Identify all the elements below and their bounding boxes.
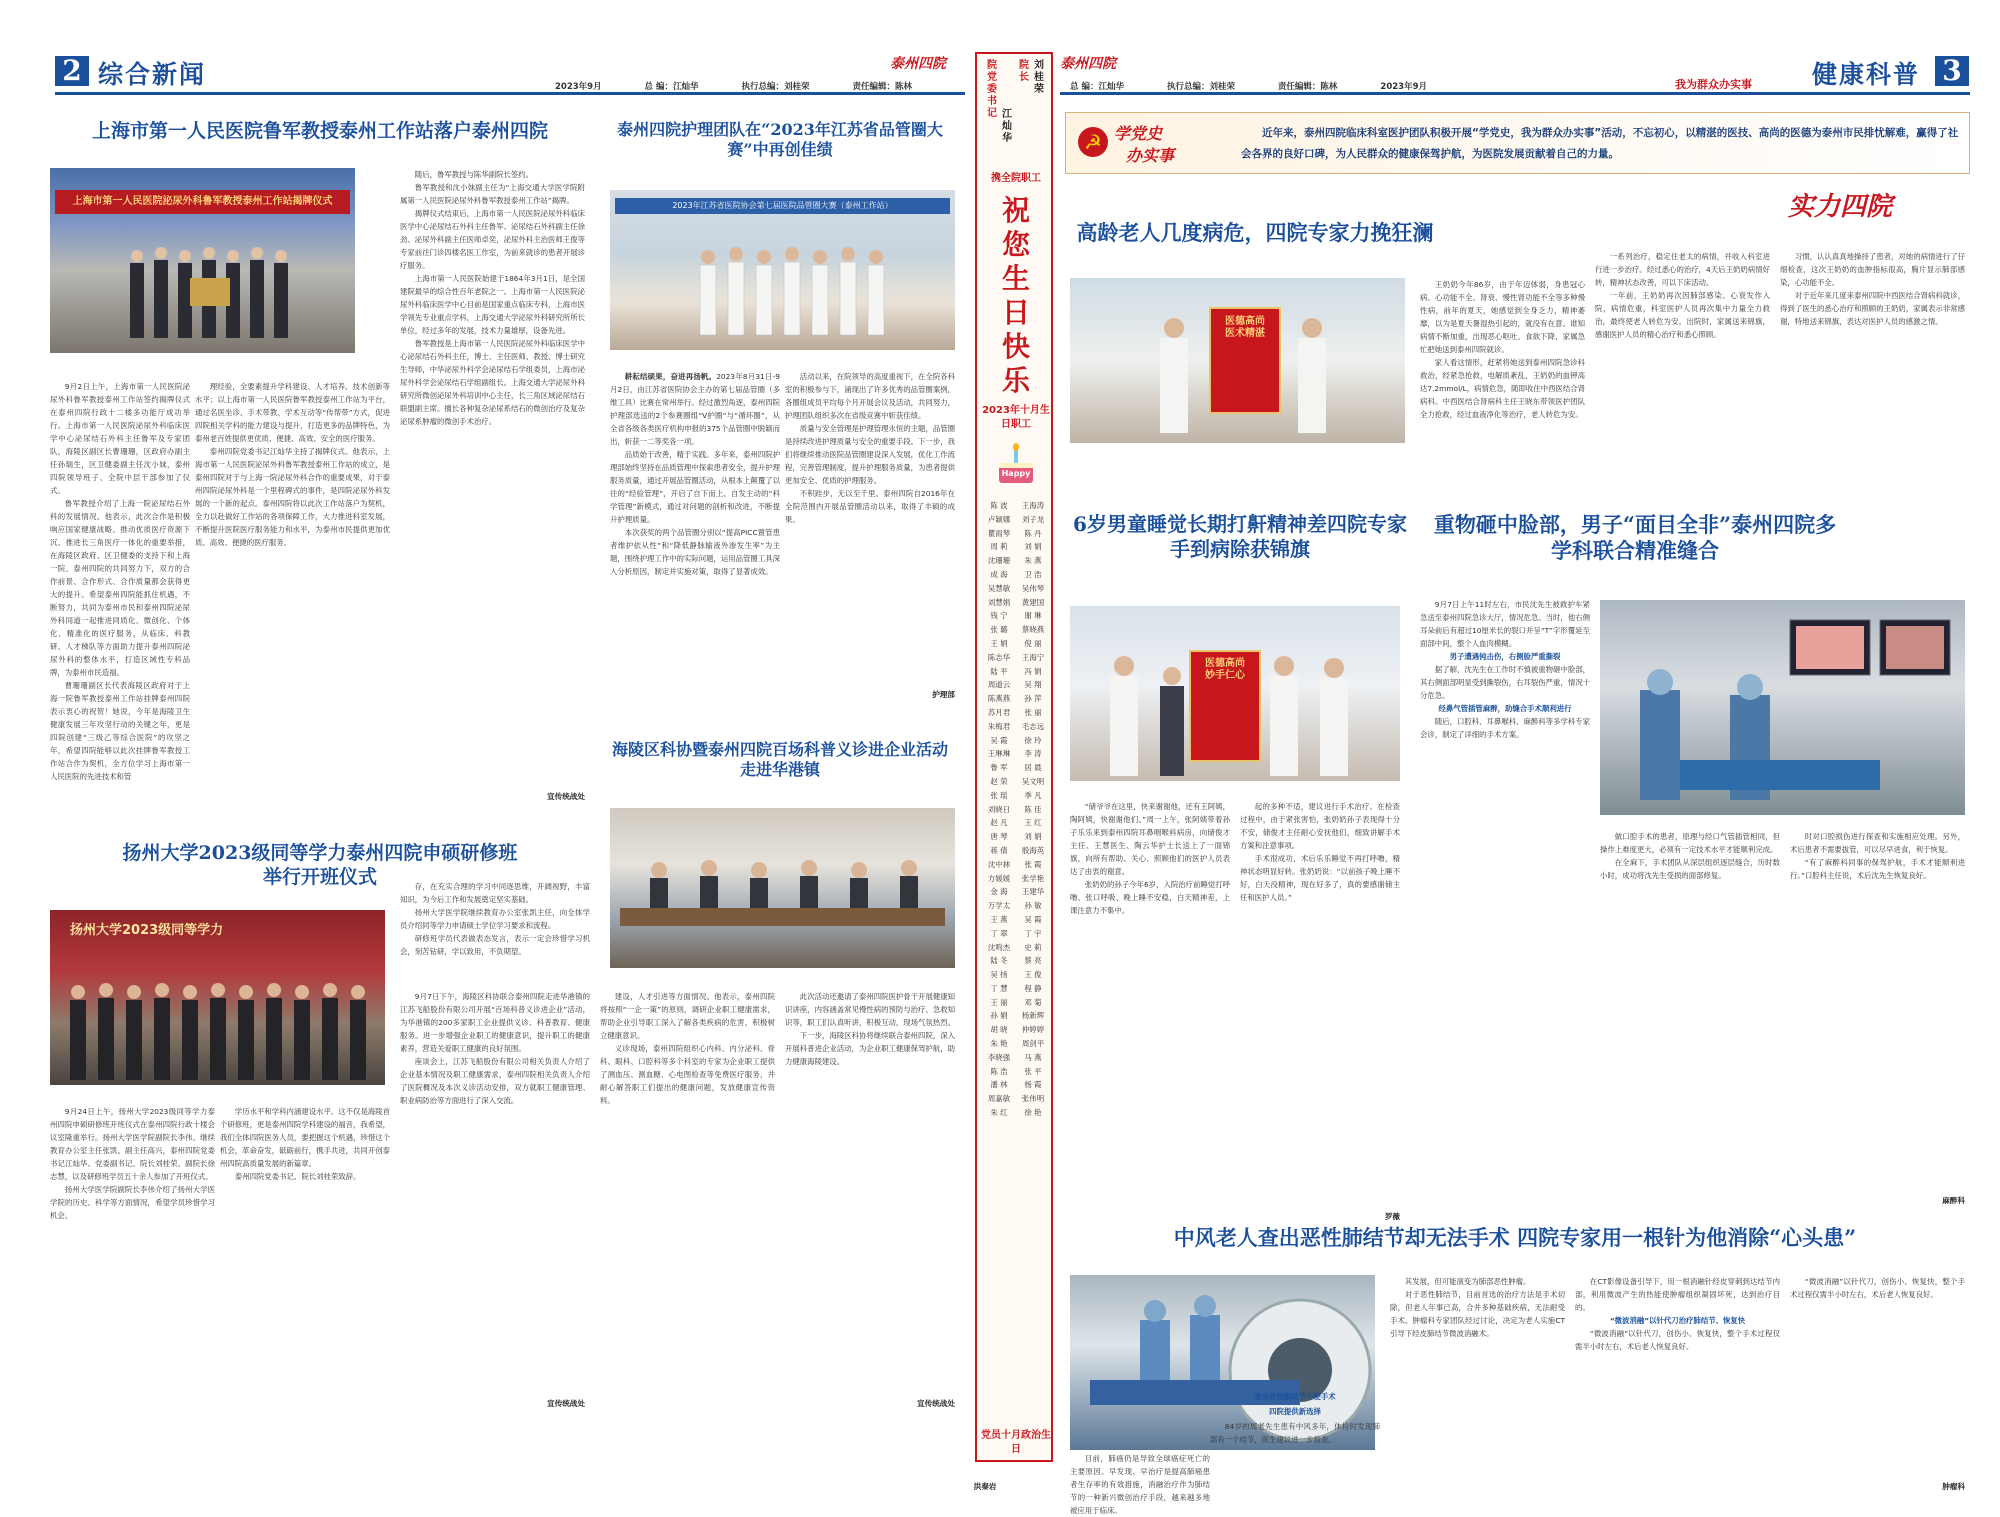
staff-name: 胡 晓 (990, 1025, 1008, 1035)
article-stroke-col4: “微波消融”以针代刀，创伤小、恢复快，整个手术过程仅需半小时左右，术后老人恢复良好。 (1790, 1277, 1965, 1299)
photo-science-clinic (610, 808, 955, 968)
leader-name-2: 江灿华 (1002, 109, 1012, 144)
stroke-subhead-1: “微波消融”以针代刀治疗肺结节、恢复快 (1609, 1316, 1746, 1325)
staff-name: 蒋 倩 (990, 845, 1008, 855)
header-rule-right (1060, 92, 1970, 95)
staff-name: 仲婷婷 (1021, 1025, 1045, 1035)
staff-list-a (983, 499, 1015, 1120)
staff-name: 沈珊珊 (987, 556, 1011, 566)
page-number-right: 3 (1935, 56, 1969, 86)
staff-name: 周嘉敏 (987, 1094, 1011, 1104)
staff-name: 潘 林 (990, 1080, 1008, 1090)
staff-name: 张 丽 (1024, 707, 1042, 717)
staff-name: 王 丽 (990, 997, 1008, 1007)
chief-editor: 总 编：江灿华 (644, 82, 699, 92)
article-elderly-col2: 一系列治疗，稳定住老太的病情，并收入科室进行进一步治疗。经过悉心的治疗，4天后王奶奶病情好转，精神状态改善，可以下床活动。 一年前，王奶奶再次因肺部感染、心衰发作入院，病情危重，科室医护人员再次集中力量全力救治，最终使老人转危为安。出院时，家属送来锦旗，感谢医护人员的精心治疗和悉心照顾。 (1595, 252, 1770, 339)
staff-name: 王 燕 (990, 914, 1008, 924)
sign-face: 麻醉科 (1942, 1196, 1965, 1205)
staff-name: 沈中林 (987, 859, 1011, 869)
photo-banner-nursing: 2023年江苏省医院协会第七届医院品管圈大赛（泰州工作站） (615, 198, 950, 214)
birthday-strip (975, 52, 1053, 1462)
column-banner-strength: 实力四院 (1787, 192, 1892, 222)
banner-label-2: 办实事 (1126, 146, 1175, 165)
staff-name: 陈燕燕 (987, 694, 1011, 704)
article-face-col1: 9月7日上午11时左右，市民沈先生被救护车紧急送至泰州四院急诊大厅，情况危急。当时，他右侧耳朵前后有超过10厘米长的裂口并呈“T”字形覆延至面部中间，整个人血肉模糊。 男子遭遇钝击伤，右侧脸严重撕裂 据了解，沈先生在工作时不慎被重物砸中脸部，其右侧面部明显受到撕裂伤，右耳裂伤严重，情况十分危急。 经鼻气管插管麻醉，助缝合手术顺利进行 随后，口腔科、耳鼻喉科、麻醉科等多学科专家会诊，制定了详细的手术方案。 (1420, 600, 1591, 739)
staff-name: 吴 翔 (1024, 680, 1042, 690)
staff-name: 张学艳 (1021, 873, 1045, 883)
face-subhead-2: 经鼻气管插管麻醉，助缝合手术顺利进行 (1438, 704, 1572, 713)
article-face-col3: 时对口腔损伤进行探查和实施相应处理。另外，术后患者不需要拔管，可以尽早进食，利于恢复。 “有了麻醉科同事的保驾护航，手术才能顺利进行。”口腔科主任说，术后沈先生恢复良好。 (1790, 832, 1965, 880)
flag-text-elderly: 医德高尚 医术精湛 (1225, 316, 1265, 339)
issue-date-r: 2023年9月 (1380, 82, 1427, 92)
exec-editor-r: 执行总编：刘桂荣 (1166, 82, 1235, 92)
article-title-face: 重物砸中脸部，男子“面目全非”泰州四院多学科联合精准缝合 (1433, 512, 1837, 564)
staff-name: 成 海 (990, 569, 1008, 579)
staff-name: 万学太 (987, 901, 1011, 911)
article-stroke-col2: 其发展，但可能演变为肺部恶性肿瘤。 对于恶性肺结节，目前首选的治疗方法是手术切除，但老人年事已高，合并多种基础疾病，无法耐受手术。肿瘤科专家团队经过讨论，决定为老人实施CT引导下经皮肺结节微波消融术。 (1390, 1277, 1565, 1338)
staff-name: 张 平 (1024, 1066, 1042, 1076)
article-haileng-col2: 建设，人才引进等方面情况。他表示，泰州四院将按照“一企一策”的原则，调研企业职工健康需求，帮助企业引导职工深入了解各类疾病的危害，积极树立健康意识。 义诊现场，泰州四院组织心内科、内分泌科、骨科、眼科、口腔科等多个科室的专家为企业职工提供了测血压、测血糖、心电图检查等免费医疗服务，并耐心解答职工们提出的健康问题，发放健康宣传资料。 (600, 992, 775, 1105)
photo-ceremony-shanghai (50, 168, 355, 353)
article-boy-col1: “储爷爷在这里，快来谢谢他，还有王阿姨，陶阿姨，快谢谢他们。”周一上午，张阿姨带着孙子乐乐来到泰州四院耳鼻咽喉科病房，向储俊才主任、王慧医生、陶云华护士长送上了一面锦旗，向所有帮助、关心、照顾他们的医护人员表达了由衷的谢意。 张奶奶的孙子今年6岁，入院治疗前睡觉打呼噜、张口呼吸、晚上睡不安稳，白天精神差，上课注意力不集中。 (1070, 802, 1230, 915)
staff-name: 毛志远 (1021, 721, 1045, 731)
staff-name: 王 红 (1024, 818, 1042, 828)
staff-name: 李 涛 (1024, 749, 1042, 759)
article-stroke-col1: 目前，肺癌仍是导致全球癌症死亡的主要原因。早发现、早治疗是提高肺癌患者生存率的有效措施，消融治疗作为肺结节的一种新兴微创治疗手段，越来越多地被应用于临床。 (1070, 1454, 1210, 1515)
masthead-meta-left (555, 80, 952, 92)
birthday-wish: 祝您生日快乐 (1001, 194, 1030, 397)
sign-stroke-2: 洪秦岩 (973, 1482, 997, 1491)
staff-name: 孙 敏 (1024, 901, 1042, 911)
staff-name: 谢 琳 (1024, 611, 1042, 621)
staff-list-b (1017, 499, 1049, 1120)
staff-name: 陈 浩 (990, 1066, 1008, 1076)
staff-name: 徐 艳 (1024, 1108, 1042, 1118)
staff-name: 刘 娟 (1024, 832, 1042, 842)
staff-name: 吴慧敏 (987, 583, 1011, 593)
staff-name: 王 娟 (990, 638, 1008, 648)
article-stroke-col1b: 查出恶性肺结节不便手术 四院提供新选择 84岁的周老先生患有中风多年，体检时发现肺部有一个结节，医生建议进一步检查。 (1210, 1392, 1380, 1444)
staff-name: 卢颖娜 (987, 514, 1011, 524)
staff-name: 张 霞 (1024, 859, 1042, 869)
article-elderly-col1: 王奶奶今年86岁，由于年迈体弱，身患冠心病、心功能不全、肾衰、慢性肾功能不全等多种慢性病，前年的夏天，她感觉到全身乏力，精神萎靡，以为是夏天暑湿热引起的，就没有在意。谁知病情不断加重，出现恶心呕吐、食欲下降，家属急忙把她送到泰州四院就诊。 家人看这情形，赶紧将她送到泰州四院急诊科救治，经紧急抢救，电解质紊乱，王奶奶的血钾高达7.2mmol/L，病情危急，随即收住中西医结合肾病科。中西医结合肾病科主任王晓东带领医护团队全力抢救，经过血液净化等治疗，老人转危为安。 (1420, 280, 1585, 419)
staff-name: 沈鸣杰 (987, 942, 1011, 952)
sign-haileng: 宣传统战处 (917, 1399, 955, 1408)
staff-name: 王海宁 (1021, 652, 1045, 662)
article-shanghai-col2: 理经验，全要素提升学科建设、人才培养、技术创新等水平；以上海市第一人民医院鲁军教授泰州工作站为平台，通过名医坐诊、手术带教、学术互动等“传帮带”方式，促进四院相关学科的能力建设与提升，打造更多的品牌特色，为泰州老百姓提供更优质、便捷、高效、安全的医疗服务。 泰州四院党委书记江灿华主持了揭牌仪式。他表示，上海市第一人民医院泌尿外科鲁军教授泰州工作站的成立，是泰州四院对于与上海一院泌尿外科合作的重要成果，对于泰州四院泌尿外科是一个里程碑式的事件，是四院泌尿外科发展的一个新的起点。泰州四院将以此次工作站落户为契机，全力以赴做好工作站的各项保障工作，大力推进科室发展，不断提升医院医疗服务能力和水平，为泰州市民提供更加优质、高效、便捷的医疗服务。 (195, 382, 390, 547)
photo-banner-yangzhou: 扬州大学2023级同等学力 (70, 923, 224, 938)
staff-name: 陆 冬 (990, 956, 1008, 966)
photo-or-equipment (1600, 600, 1965, 815)
chief-editor-r: 总 编：江灿华 (1070, 82, 1124, 92)
photo-banner-text: 上海市第一人民医院泌尿外科鲁军教授泰州工作站揭牌仪式 (55, 190, 350, 214)
party-birthday-footer: 党员十月政治生日 (981, 1430, 1051, 1455)
staff-name: 王 俊 (1024, 970, 1042, 980)
staff-name: 蔡晓燕 (1021, 625, 1045, 635)
staff-name: 朱 艳 (990, 1039, 1008, 1049)
page-number-left: 2 (55, 56, 89, 86)
photo-family-silhouettes (1070, 606, 1400, 781)
staff-name: 赵 荣 (990, 776, 1008, 786)
staff-name: 丁 宇 (1024, 928, 1042, 938)
article-yangzhou-col1: 9月24日上午，扬州大学2023级同等学力泰州四院申硕研修班开班仪式在泰州四院行政十楼会议室隆重举行。扬州大学医学院副院长李伟、继续教育办公室主任张凯、副主任高兴，泰州四院党委书记江灿华、党委副书记、院长刘桂荣、副院长徐志慧，以及研修班学员五十余人参加了开班仪式。 扬州大学医学院副院长李伟介绍了扬州大学医学院的历史、科学等方面情况，希望学员珍惜学习机会。 (50, 1107, 215, 1220)
leader-title-1: 院 长 (1019, 60, 1029, 83)
lead-nursing: 耕耘结硕果，奋进再扬帆。 (624, 372, 717, 381)
brand-logo-left: 泰州四院 (890, 56, 946, 72)
staff-name: 程 静 (1024, 983, 1042, 993)
staff-name: 吴文明 (1021, 776, 1045, 786)
article-face-col2: 做口腔手术的患者，原理与经口气管插管相同，但操作上难度更大，必须有一定技术水平才能顺利完成。 在全麻下，手术团队从深层组织逐层缝合，历时数小时，成功将沈先生受损的面部修复。 (1600, 832, 1780, 880)
staff-name: 杨 霞 (1024, 1080, 1042, 1090)
article-haileng-col3: 此次活动还邀请了泰州四院医护骨干开展健康知识讲座，内容涵盖常见慢性病的预防与治疗、急救知识等，职工们认真听讲，积极互动，现场气氛热烈。 下一步，海陵区科协将继续联合泰州四院，深入开展科普进企业活动，为企业职工健康保驾护航，助力健康海陵建设。 (785, 992, 956, 1066)
article-elderly-col3: 习惯，认认真真地操持了患者，对她的病情进行了仔细检查，这次王奶奶的血肿指标很高，胸片显示肺部感染，心功能不全。 对于近年来几度来泰州四院中西医结合肾病科就诊，得到了医生的悉心治疗和照顾的王奶奶，家属表示非常感谢，特地送来锦旗，表达对医护人员的感激之情。 (1780, 252, 1965, 326)
photo-doctors-flag (1070, 278, 1405, 443)
staff-name: 赵 凡 (990, 818, 1008, 828)
article-yangzhou-col3: 存，在充实合理的学习中同逐思维，开阔视野，丰富知识，为今后工作和发展奠定坚实基础。 扬州大学医学院继续教育办公室张凯主任，向全体学员介绍同等学力申请硕士学位学习要求和流程。 研修班学员代表做表态发言，表示一定会珍惜学习机会，刻苦钻研，学以致用，不负期望。 (400, 882, 590, 956)
staff-name: 周道云 (987, 680, 1011, 690)
sign-boy: 罗薇 (1384, 1212, 1400, 1221)
staff-name: 吴 霞 (1024, 914, 1042, 924)
staff-name: 卫 浩 (1024, 569, 1042, 579)
staff-name: 苏月君 (987, 707, 1011, 717)
leader-title-2: 院党委书记 (987, 60, 997, 119)
article-stroke-col3: 在CT影像设备引导下，用一根消融针经皮穿刺到达结节内部，利用微波产生的热能使肿瘤组织凝固坏死，达到治疗目的。 “微波消融”以针代刀治疗肺结节、恢复快 “微波消融”以针代刀，创伤小、恢复快，整个手术过程仅需半小时左右，术后老人恢复良好。 (1575, 1277, 1780, 1351)
staff-name: 蔡 亮 (1024, 956, 1042, 966)
staff-name: 丁 慧 (990, 983, 1008, 993)
article-nursing-col1: 耕耘结硕果，奋进再扬帆。2023年8月31日-9月2日，由江苏省医院协会主办的第七届品管圈（多维工具）比赛在常州举行。经过激烈角逐，泰州四院护理部选送的2个参赛圈组“V护圈”与“循环圈”，从全省各级各类医疗机构申报的375个品管圈中脱颖而出，斩获一二等奖各一项。 品质始于改善，精于实践。多年来，泰州四院护理部始终坚持在品质管理中探索患者安全，提升护理服务质量，通过开展品管圈活动，从根本上颠覆了以往的“经验管理”，开启了自下而上、自发主动的“科学管理”新模式，通过对问题的剖析和改进，不断提升护理质量。 本次获奖的两个品管圈分别以“提高PICC置管患者维护依从性”和“降低静脉输液外渗发生率”为主题，围绕护理工作中的实际问题，运用品管圈工具深入分析原因，制定并实施对策，取得了显著成效。 (610, 372, 781, 576)
photo-boy-flag (1070, 606, 1400, 781)
article-haileng-col1: 9月7日下午，海陵区科协联合泰州四院走进华港镇的江苏飞船股份有限公司开展“百场科普义诊进企业”活动，为华港镇的200多家职工企业提供义诊、科普教育、健康服务。进一步增强企业职工的健康意识，提升职工的健康素养，营造关爱职工健康的良好氛围。 座谈会上，江苏飞船股份有限公司相关负责人介绍了企业基本情况及职工健康需求，泰州四院相关负责人介绍了医院概况及本次义诊活动安排，双方就职工健康管理、职业病防治等方面进行了深入交流。 (400, 992, 590, 1105)
staff-name: 孙 萍 (1024, 694, 1042, 704)
masthead-meta-right (1070, 80, 1467, 92)
resp-editor: 责任编辑：陈林 (852, 82, 912, 92)
staff-name: 刘 娟 (1024, 542, 1042, 552)
leader-line-3: 携全院职工 (991, 173, 1041, 184)
staff-name: 瞿雨琴 (987, 528, 1011, 538)
party-emblem-icon: ☭ (1078, 127, 1108, 157)
staff-name: 张 瑶 (990, 790, 1008, 800)
article-title-yangzhou: 扬州大学2023级同等学力泰州四院申硕研修班举行开班仪式 (122, 842, 518, 888)
article-boy-col2: 起的多种不适，建议进行手术治疗。在检查过程中，由于紧张害怕，张奶奶孙子表现得十分不安，储俊才主任耐心安抚他们，细致讲解手术方案和注意事项。 手术很成功，术后乐乐睡觉不再打呼噜，精神状态明显好转。张奶奶说：“以前孩子晚上睡不好，白天没精神，现在好多了，真的要感谢储主任和医护人员。” (1240, 802, 1400, 902)
birthday-cake-icon (991, 439, 1041, 489)
article-title-boy: 6岁男童睡觉长期打鼾精神差四院专家手到病除获锦旗 (1073, 512, 1407, 561)
staff-name: 邓 菊 (1024, 997, 1042, 1007)
staff-name: 周 莉 (990, 542, 1008, 552)
staff-name: 黄建国 (1021, 597, 1045, 607)
exec-editor: 执行总编：刘桂荣 (741, 82, 810, 92)
staff-name: 殷海英 (1021, 845, 1045, 855)
sign-stroke: 肿瘤科 (1942, 1482, 1965, 1491)
sign-shanghai: 宣传统战处 (547, 792, 585, 801)
staff-name: 吴 霞 (990, 735, 1008, 745)
face-subhead-1: 男子遭遇钝击伤，右侧脸严重撕裂 (1449, 652, 1561, 661)
staff-name: 陈 丹 (1024, 528, 1042, 538)
article-shanghai-col1: 9月2日上午，上海市第一人民医院泌尿外科鲁军教授泰州工作站签约揭牌仪式在泰州四院行政十二楼多功能厅成功举行。上海市第一人民医院泌尿外科临床医学中心泌尿结石外科主任鲁军及专家团队，海陵区副区长曹珊珊，区政府办副主任孙瑞生，区卫健委副主任沈小妹，泰州四院领导班子、全院中层干部参加了仪式。 鲁军教授介绍了上海一院泌尿结石外科的发展情况。他表示，此次合作是积极响应国家健康战略、推动优质医疗资源下沉、推进长三角医疗一体化的重要举措，在海陵区政府、区卫健委的支持下和上海一院、泰州四院的共同努力下，双方的合作前景、合作形式、合作质量都会获得更大的提升。希望泰州四院能抓住机遇，不断努力，共同为泰州市民和泰州四院泌尿外科同道一起推进同质化、微创化、个体化、精准化的医疗服务，从临床、科教研、人才梯队等方面助力提升泰州四院泌尿外科的整体水平，打造区域性专科品牌，为泰州市民造福。 曹珊珊副区长代表海陵区政府对于上海一院鲁军教授泰州工作站挂牌泰州四院表示衷心的祝贺！她说，今年是海陵卫生健康发展三年攻坚行动的关键之年，更是四院创建“三级乙等综合医院”的攻坚之年，希望四院能够以此次挂牌鲁军教授工作站合作为契机，全方位学习上海市第一人民医院的先进技术和管 (50, 382, 190, 781)
staff-name: 刘慧娟 (987, 597, 1011, 607)
photo-people-silhouettes (50, 168, 355, 353)
header-rule-left (55, 92, 965, 95)
section-title-left: 综合新闻 (98, 60, 207, 89)
staff-name: 季 凡 (1024, 790, 1042, 800)
staff-name: 史 莉 (1024, 942, 1042, 952)
staff-name: 孙 娟 (990, 1011, 1008, 1021)
staff-name: 陈志华 (987, 652, 1011, 662)
sign-yangzhou: 宣传统战处 (547, 1399, 585, 1408)
photo-group-silhouettes (50, 910, 385, 1085)
staff-name: 冯 娟 (1024, 666, 1042, 676)
sign-nursing: 护理部 (932, 690, 955, 699)
photo-nursing-team (610, 190, 955, 350)
stroke-caption-2: 四院提供新选择 (1269, 1407, 1321, 1416)
resp-editor-r: 责任编辑：陈林 (1277, 82, 1338, 92)
slogan-right: 我为群众办实事 (1675, 78, 1752, 91)
staff-name: 杨新辉 (1021, 1011, 1045, 1021)
photo-meeting-silhouettes (610, 808, 955, 968)
staff-name: 王建华 (1021, 887, 1045, 897)
staff-name: 王琳琳 (987, 749, 1011, 759)
staff-name: 吴伟琴 (1021, 583, 1045, 593)
photo-yangzhou-class (50, 910, 385, 1085)
staff-name: 朱 燕 (1024, 556, 1042, 566)
brand-logo-right: 泰州四院 (1060, 56, 1116, 72)
photo-nurses-silhouettes (610, 190, 955, 350)
staff-name: 丁 翠 (990, 928, 1008, 938)
staff-name: 刘子龙 (1021, 514, 1045, 524)
article-title-elderly: 高龄老人几度病危，四院专家力挽狂澜 (1076, 220, 1434, 245)
staff-name: 居 晨 (1024, 763, 1042, 773)
birthday-badge-text: Happy (1001, 469, 1031, 478)
article-shanghai-col3: 随后，鲁军教授与陈华副院长签约。 鲁军教授和沈小妹副主任为“上海交通大学医学院附属第一人民医院泌尿外科鲁军教授泰州工作站”揭牌。 揭牌仪式结束后，上海市第一人民医院泌尿外科临床医学中心泌尿结石外科主任鲁军、泌尿结石外科副主任徐劲、泌尿外科副主任医师卓奕，泌尿外科主治医师王俊等专家前往门诊四楼名医工作室，为前来就诊的患者开展诊疗服务。 上海市第一人民医院始建于1864年3月1日，是全国建院最早的综合性百年老院之一。上海市第一人民医院泌尿外科临床医学中心目前是国家重点临床专科，上海市医学领先专业重点学科，上海交通大学泌尿外科研究所所长单位，经过多年的发展，技术力量雄厚，设备先进。 鲁军教授是上海市第一人民医院泌尿外科临床医学中心泌尿结石外科主任，博士、主任医师、教授、博士研究生导师，中华泌尿外科学会泌尿结石学组委员，上海市泌尿外科学会泌尿结石学组副组长。上海交通大学泌尿外科研究所微创泌尿外科培训中心主任，长三角区域泌尿结石联盟副主席。擅长各种复杂泌尿系结石的微创治疗及复杂泌尿系肿瘤的微创手术治疗。 (400, 170, 585, 426)
staff-name: 陈 波 (990, 501, 1008, 510)
article-title-stroke: 中风老人查出恶性肺结节却无法手术 四院专家用一根针为他消除“心头患” (1173, 1225, 1857, 1250)
staff-name: 马 燕 (1024, 1052, 1042, 1062)
staff-name: 徐 玲 (1024, 735, 1042, 745)
article-title-haileng: 海陵区科协暨泰州四院百场科普义诊进企业活动走进华港镇 (611, 740, 948, 779)
stroke-caption-1: 查出恶性肺结节不便手术 (1254, 1392, 1336, 1401)
staff-name: 张伟明 (1021, 1094, 1045, 1104)
photo-surgery (1600, 600, 1965, 815)
staff-name: 李晓强 (987, 1052, 1011, 1062)
article-title-shanghai: 上海市第一人民医院鲁军教授泰州工作站落户泰州四院 (91, 120, 548, 142)
flag-text-boy: 医德高尚 妙手仁心 (1205, 658, 1245, 681)
photo-elderly-banner (1070, 278, 1405, 443)
staff-name: 朱梅君 (987, 721, 1011, 731)
party-banner (1065, 112, 1970, 174)
staff-name: 鲁 军 (990, 763, 1008, 773)
staff-name: 陈 佳 (1024, 804, 1042, 814)
staff-name: 王海涛 (1021, 501, 1045, 510)
staff-name: 周剑平 (1021, 1039, 1045, 1049)
banner-label-1: 学党史 (1114, 124, 1163, 143)
birthday-subtitle: 2023年十月生日职工 (982, 405, 1050, 430)
staff-name: 朱 红 (990, 1108, 1008, 1118)
staff-name: 张 璐 (990, 625, 1008, 635)
staff-name: 金 海 (990, 887, 1008, 897)
staff-name: 倪 丽 (1024, 638, 1042, 648)
staff-name: 陆 平 (990, 666, 1008, 676)
staff-name: 吴 扬 (990, 970, 1008, 980)
leader-name-1: 刘桂荣 (1034, 60, 1044, 95)
article-nursing-col2: 活动以来，在院领导的高度重视下，在全院各科室的积极参与下，涌现出了许多优秀的品管圈案例，各圈组成员平均每个月开展会议及活动，共同努力，护理团队组织多次在省级竞赛中斩获佳绩。 质量与安全管理是护理管理永恒的主题，品管圈是持续改进护理质量与安全的重要手段。下一步，我们将继续推动医院品管圈建设深入发展，优化工作流程，完善管理制度，提升护理服务质量，为患者提供更加安全、优质的护理服务。 不积跬步，无以至千里。泰州四院自2016年在全院范围内开展品管圈活动以来，取得了丰硕的成果。 (785, 372, 956, 524)
staff-name: 唐 琴 (990, 832, 1008, 842)
banner-text: 近年来，泰州四院临床科室医护团队积极开展“学党史，我为群众办实事”活动，不忘初心，以精湛的医技、高尚的医德为泰州市民排忧解难，赢得了社会各界的良好口碑，为人民群众的健康保驾护航，为医院发展贡献着自己的力量。 (1241, 127, 1959, 160)
staff-name: 钱 宁 (990, 611, 1008, 621)
issue-date: 2023年9月 (555, 82, 602, 92)
article-title-nursing: 泰州四院护理团队在“2023年江苏省品管圈大赛”中再创佳绩 (617, 120, 943, 159)
section-title-right: 健康科普 (1812, 60, 1921, 89)
staff-name: 刘晓日 (987, 804, 1011, 814)
staff-name: 方媛媛 (987, 873, 1011, 883)
article-yangzhou-col2: 学历水平和学科内涵建设水平。这不仅是海陵首个研修班，更是泰州四院学科建设的福音，我希望，我们全体四院医务人员，要把握这个机遇，珍惜这个机会，革命奋发，砥砺前行，携手共进，共同开创泰州四院高质量发展的新篇章。 泰州四院党委书记、院长刘桂荣致辞。 (220, 1107, 391, 1181)
